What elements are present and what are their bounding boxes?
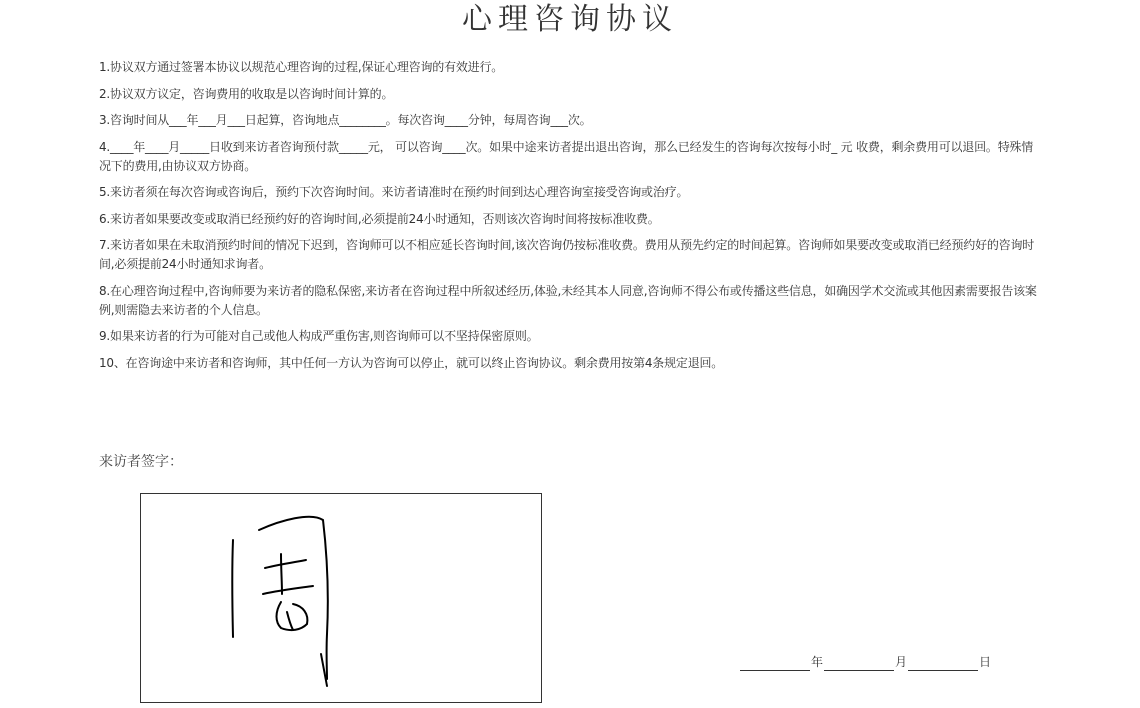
day-blank[interactable] <box>908 652 978 671</box>
page-title: 心理咨询协议 <box>462 2 678 37</box>
signature-pad[interactable] <box>140 493 542 703</box>
clause-3: 3.咨询时间从___年___月___日起算，咨询地点________。每次咨询____分钟，每周咨询___次。 <box>99 113 592 127</box>
year-label: 年 <box>811 655 824 669</box>
month-blank[interactable] <box>824 652 894 671</box>
clause-8: 8.在心理咨询过程中,咨询师要为来访者的隐私保密,来访者在咨询过程中所叙述经历,体验,未经其本人同意,咨询师不得公布或传播这些信息，如确因学术交流或其他因素需要报告该案例,则需隐去来访者的个人信息。 <box>99 283 1037 317</box>
clause-9: 9.如果来访者的行为可能对自己或他人构成严重伤害,则咨询师可以不坚持保密原则。 <box>99 329 539 343</box>
clause-5: 5.来访者须在每次咨询或咨询后，预约下次咨询时间。来访者请准时在预约时间到达心理咨询室接受咨询或治疗。 <box>99 185 689 199</box>
agreement-clauses <box>99 58 1044 380</box>
signature-label: 来访者签字： <box>99 454 183 470</box>
clause-7: 7.来访者如果在未取消预约时间的情况下迟到，咨询师可以不相应延长咨询时间,该次咨询仍按标准收费。费用从预先约定的时间起算。咨询师如果要改变或取消已经预约好的咨询时间,必须提前24小时通知求询者。 <box>99 238 1035 271</box>
year-blank[interactable] <box>740 652 810 671</box>
clause-10: 10、在咨询途中来访者和咨询师，其中任何一方认为咨询可以停止，就可以终止咨询协议。剩余费用按第4条规定退回。 <box>99 355 724 370</box>
handwritten-signature <box>141 494 541 702</box>
signature-date <box>740 652 992 671</box>
day-label: 日 <box>979 655 992 669</box>
month-label: 月 <box>895 655 908 669</box>
clause-2: 2.协议双方议定，咨询费用的收取是以咨询时间计算的。 <box>99 86 394 101</box>
clause-6: 6.来访者如果要改变或取消已经预约好的咨询时间,必须提前24小时通知，否则该次咨询时间将按标准收费。 <box>99 211 660 226</box>
clause-4: 4.____年____月_____日收到来访者咨询预付款_____元， 可以咨询____次。如果中途来访者提出退出咨询，那么已经发生的咨询每次按每小时_ 元 收费，剩余费用可以退回。特殊情况下的费用,由协议双方协商。 <box>99 139 1034 173</box>
clause-1: 1.协议双方通过签署本协议以规范心理咨询的过程,保证心理咨询的有效进行。 <box>99 60 504 74</box>
